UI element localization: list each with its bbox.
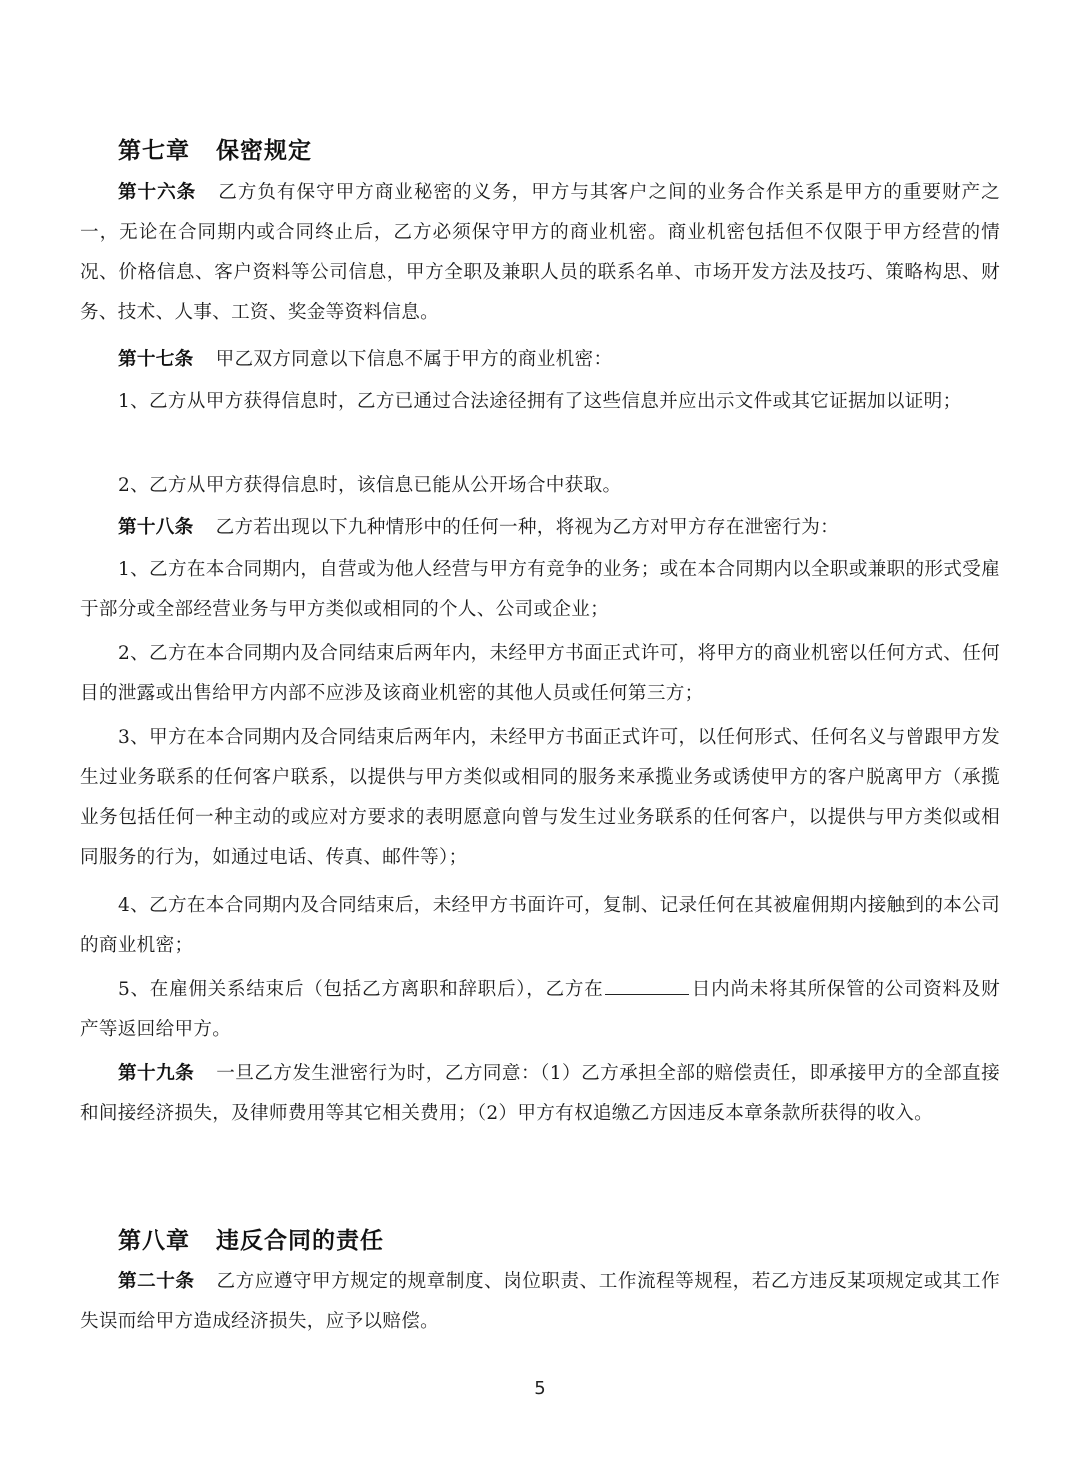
chapter-8-title: 违反合同的责任	[216, 1228, 384, 1254]
article-16-text: 乙方负有保守甲方商业秘密的义务，甲方与其客户之间的业务合作关系是甲方的重要财产之一，无论在合同期内或合同终止后，乙方必须保守甲方的商业机密。商业机密包括但不仅限于甲方经营的情况、价格信息、客户资料等公司信息，甲方全职及兼职人员的联系名单、市场开发方法及技巧、策略构思、财务、技术、人事、工资、奖金等资料信息。	[80, 182, 1000, 323]
article-17-label: 第十七条	[118, 349, 194, 370]
article-18-item-3: 3、甲方在本合同期内及合同结束后两年内，未经甲方书面正式许可，以任何形式、任何名义与曾跟甲方发生过业务联系的任何客户联系，以提供与甲方类似或相同的服务来承揽业务或诱使甲方的客户脱离甲方（承揽业务包括任何一种主动的或应对方要求的表明愿意向曾与发生过业务联系的任何客户，以提供与甲方类似或相同服务的行为，如通过电话、传真、邮件等）；	[80, 727, 1000, 868]
article-18-item-1: 1、乙方在本合同期内，自营或为他人经营与甲方有竞争的业务；或在本合同期内以全职或兼职的形式受雇于部分或全部经营业务与甲方类似或相同的个人、公司或企业；	[80, 559, 1000, 620]
article-16-label: 第十六条	[118, 182, 197, 203]
article-17	[80, 340, 1000, 380]
article-18-item-5	[80, 970, 1000, 1050]
article-20	[80, 1262, 1000, 1342]
article-20-label: 第二十条	[118, 1271, 195, 1292]
article-18-text: 乙方若出现以下九种情形中的任何一种，将视为乙方对甲方存在泄密行为：	[215, 517, 840, 538]
article-17-item-2: 2、乙方从甲方获得信息时，该信息已能从公开场合中获取。	[118, 475, 622, 496]
article-20-text: 乙方应遵守甲方规定的规章制度、岗位职责、工作流程等规程，若乙方违反某项规定或其工作失误而给甲方造成经济损失，应予以赔偿。	[80, 1271, 1000, 1332]
chapter-8-heading	[118, 1222, 384, 1255]
article-19	[80, 1054, 1000, 1134]
chapter-7-heading	[118, 132, 312, 165]
chapter-7-title: 保密规定	[216, 138, 312, 164]
article-16	[80, 173, 1000, 333]
article-19-text: 一旦乙方发生泄密行为时，乙方同意：（1）乙方承担全部的赔偿责任，即承接甲方的全部直接和间接经济损失，及律师费用等其它相关费用；（2）甲方有权追缴乙方因违反本章条款所获得的收入。	[80, 1063, 1000, 1124]
chapter-8-number: 第八章	[118, 1228, 190, 1254]
article-17-item-1: 1、乙方从甲方获得信息时，乙方已通过合法途径拥有了这些信息并应出示文件或其它证据加以证明；	[118, 391, 962, 412]
article-18-item-5-after: 日内尚未将其所保管的公司资料及财产等返回给甲方。	[80, 979, 1000, 1040]
article-19-label: 第十九条	[118, 1063, 195, 1084]
article-18-item-2: 2、乙方在本合同期内及合同结束后两年内，未经甲方书面正式许可，将甲方的商业机密以任何方式、任何目的泄露或出售给甲方内部不应涉及该商业机密的其他人员或任何第三方；	[80, 643, 1000, 704]
page-number: 5	[534, 1378, 546, 1399]
days-blank-field	[605, 976, 689, 995]
article-18-item-5-before: 5、在雇佣关系结束后（包括乙方离职和辞职后），乙方在	[118, 979, 604, 1000]
article-18-item-4: 4、乙方在本合同期内及合同结束后，未经甲方书面许可，复制、记录任何在其被雇佣期内接触到的本公司的商业机密；	[80, 895, 1000, 956]
article-18-label: 第十八条	[118, 517, 194, 538]
article-18	[80, 508, 1000, 548]
article-17-text: 甲乙双方同意以下信息不属于甲方的商业机密：	[215, 349, 613, 370]
chapter-7-number: 第七章	[118, 138, 190, 164]
